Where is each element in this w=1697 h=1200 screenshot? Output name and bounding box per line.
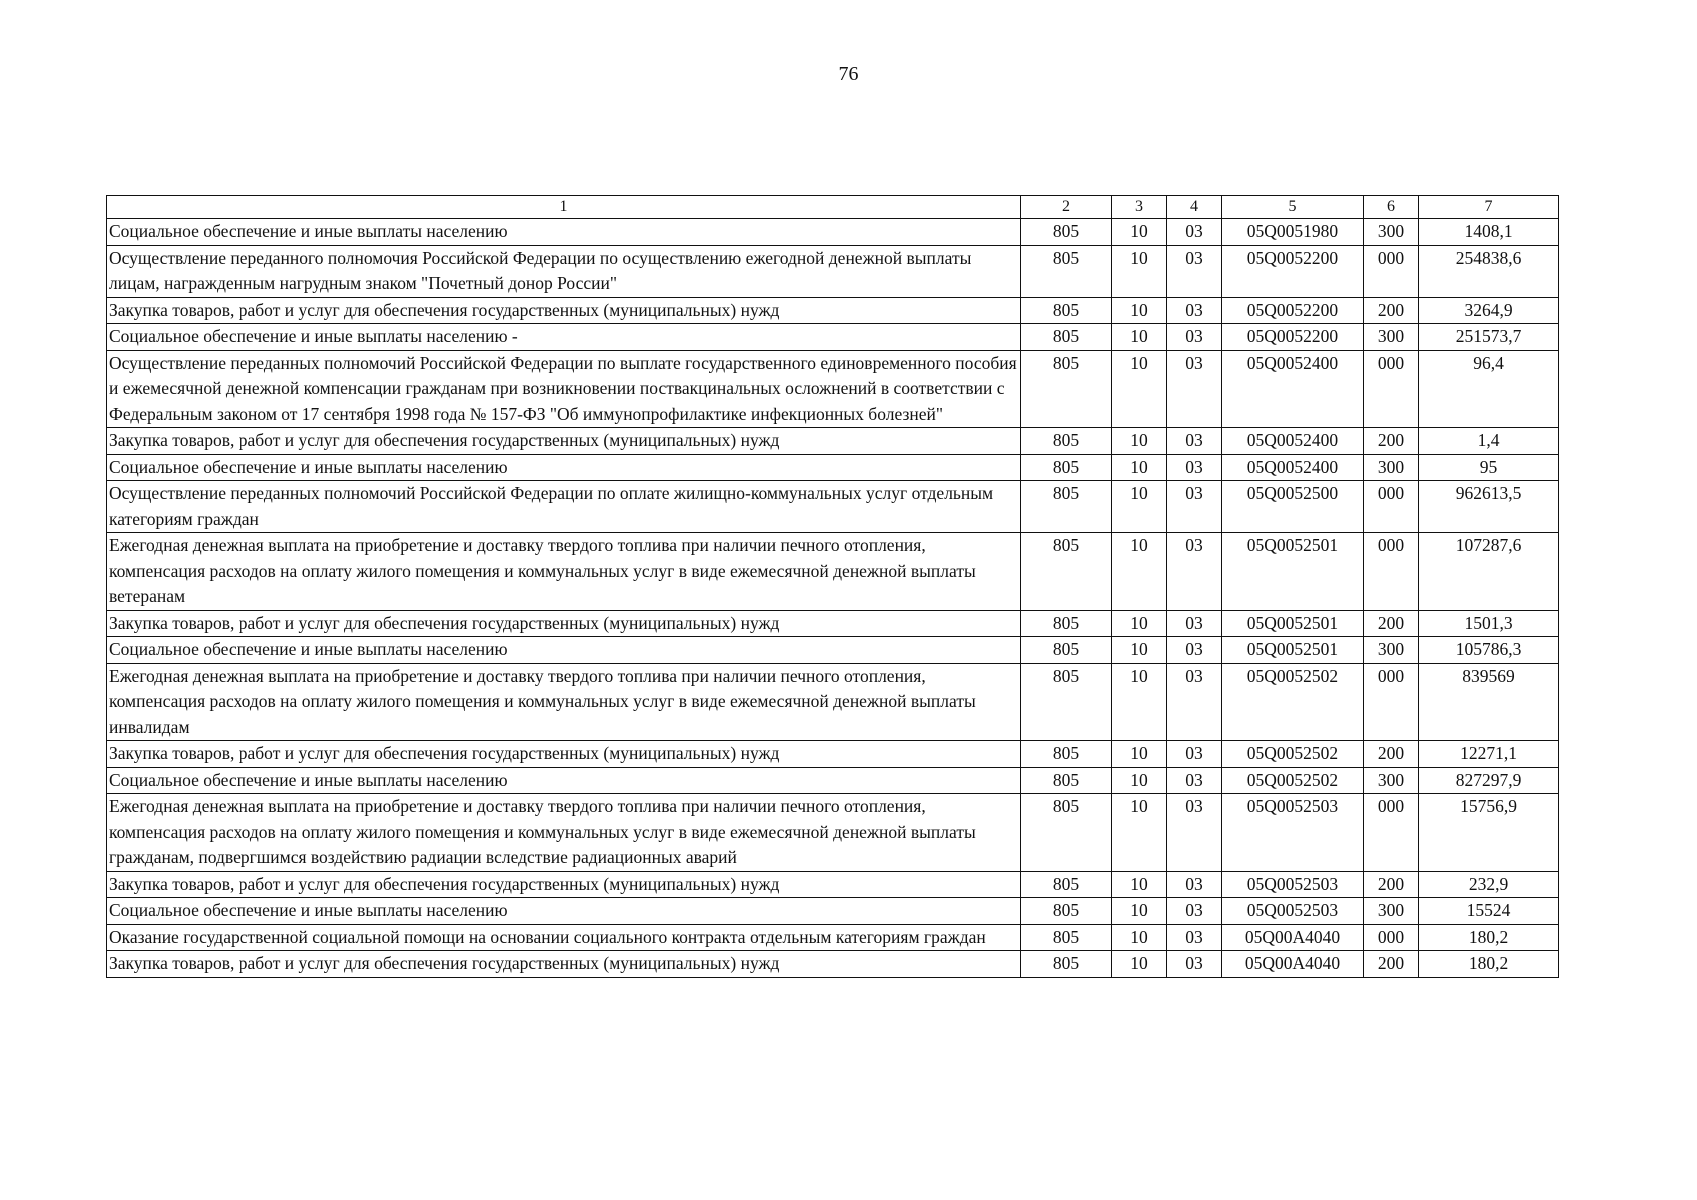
header-cell-5: 5 bbox=[1222, 196, 1364, 219]
table-row bbox=[107, 637, 1559, 664]
cell-amount: 105786,3 bbox=[1419, 637, 1559, 664]
cell-code-2: 805 bbox=[1021, 767, 1112, 794]
cell-code-6: 300 bbox=[1364, 898, 1419, 925]
cell-code-6: 300 bbox=[1364, 767, 1419, 794]
cell-code-2: 805 bbox=[1021, 663, 1112, 741]
table-row bbox=[107, 533, 1559, 611]
cell-code-5: 05Q0052503 bbox=[1222, 794, 1364, 872]
cell-name: Социальное обеспечение и иные выплаты населению bbox=[107, 637, 1021, 664]
cell-name: Оказание государственной социальной помощи на основании социального контракта отдельным категориям граждан bbox=[107, 924, 1021, 951]
cell-code-5: 05Q0052200 bbox=[1222, 324, 1364, 351]
cell-code-2: 805 bbox=[1021, 297, 1112, 324]
cell-code-3: 10 bbox=[1112, 637, 1167, 664]
cell-code-4: 03 bbox=[1167, 350, 1222, 428]
cell-code-6: 200 bbox=[1364, 297, 1419, 324]
cell-code-4: 03 bbox=[1167, 324, 1222, 351]
cell-amount: 180,2 bbox=[1419, 951, 1559, 978]
cell-code-5: 05Q0052501 bbox=[1222, 533, 1364, 611]
cell-code-2: 805 bbox=[1021, 324, 1112, 351]
header-cell-3: 3 bbox=[1112, 196, 1167, 219]
cell-code-5: 05Q0052200 bbox=[1222, 245, 1364, 297]
cell-amount: 827297,9 bbox=[1419, 767, 1559, 794]
cell-amount: 232,9 bbox=[1419, 871, 1559, 898]
cell-code-4: 03 bbox=[1167, 794, 1222, 872]
cell-amount: 251573,7 bbox=[1419, 324, 1559, 351]
cell-code-2: 805 bbox=[1021, 428, 1112, 455]
cell-code-3: 10 bbox=[1112, 297, 1167, 324]
cell-code-2: 805 bbox=[1021, 794, 1112, 872]
table-row bbox=[107, 898, 1559, 925]
cell-name: Социальное обеспечение и иные выплаты населению bbox=[107, 454, 1021, 481]
table-row bbox=[107, 610, 1559, 637]
cell-code-2: 805 bbox=[1021, 871, 1112, 898]
cell-code-5: 05Q0052200 bbox=[1222, 297, 1364, 324]
cell-amount: 107287,6 bbox=[1419, 533, 1559, 611]
cell-code-5: 05Q0052400 bbox=[1222, 428, 1364, 455]
cell-code-2: 805 bbox=[1021, 741, 1112, 768]
cell-code-4: 03 bbox=[1167, 245, 1222, 297]
cell-name: Осуществление переданного полномочия Российской Федерации по осуществлению ежегодной денежной выплаты лицам, награжденным нагрудным знаком "Почетный донор России" bbox=[107, 245, 1021, 297]
cell-name: Социальное обеспечение и иные выплаты населению bbox=[107, 219, 1021, 246]
cell-name: Осуществление переданных полномочий Российской Федерации по выплате государственного единовременного пособия и ежемесячной денежной компенсации гражданам при возникновении поствакцинальных осложнений в соответствии с Федеральным законом от 17 сентября 1998 года № 157-ФЗ "Об иммунопрофилактике инфекционных болезней" bbox=[107, 350, 1021, 428]
cell-code-2: 805 bbox=[1021, 245, 1112, 297]
table-row bbox=[107, 245, 1559, 297]
cell-amount: 839569 bbox=[1419, 663, 1559, 741]
table-row bbox=[107, 767, 1559, 794]
cell-code-4: 03 bbox=[1167, 454, 1222, 481]
cell-code-5: 05Q0052503 bbox=[1222, 898, 1364, 925]
table-row bbox=[107, 741, 1559, 768]
cell-code-6: 000 bbox=[1364, 794, 1419, 872]
cell-code-3: 10 bbox=[1112, 454, 1167, 481]
cell-code-4: 03 bbox=[1167, 637, 1222, 664]
cell-code-6: 200 bbox=[1364, 871, 1419, 898]
cell-code-6: 300 bbox=[1364, 637, 1419, 664]
cell-code-4: 03 bbox=[1167, 533, 1222, 611]
table-row bbox=[107, 297, 1559, 324]
cell-amount: 962613,5 bbox=[1419, 481, 1559, 533]
cell-code-5: 05Q0051980 bbox=[1222, 219, 1364, 246]
cell-amount: 1,4 bbox=[1419, 428, 1559, 455]
cell-code-3: 10 bbox=[1112, 794, 1167, 872]
page-number: 76 bbox=[838, 63, 859, 85]
cell-code-5: 05Q0052503 bbox=[1222, 871, 1364, 898]
header-cell-6: 6 bbox=[1364, 196, 1419, 219]
cell-amount: 3264,9 bbox=[1419, 297, 1559, 324]
cell-amount: 1408,1 bbox=[1419, 219, 1559, 246]
cell-code-2: 805 bbox=[1021, 481, 1112, 533]
table-row bbox=[107, 481, 1559, 533]
cell-code-4: 03 bbox=[1167, 924, 1222, 951]
cell-code-6: 000 bbox=[1364, 663, 1419, 741]
cell-code-6: 000 bbox=[1364, 924, 1419, 951]
header-cell-1: 1 bbox=[107, 196, 1021, 219]
cell-name: Закупка товаров, работ и услуг для обеспечения государственных (муниципальных) нужд bbox=[107, 741, 1021, 768]
cell-code-6: 000 bbox=[1364, 350, 1419, 428]
cell-code-3: 10 bbox=[1112, 481, 1167, 533]
cell-name: Закупка товаров, работ и услуг для обеспечения государственных (муниципальных) нужд bbox=[107, 610, 1021, 637]
cell-code-4: 03 bbox=[1167, 898, 1222, 925]
cell-code-6: 200 bbox=[1364, 428, 1419, 455]
table-row bbox=[107, 663, 1559, 741]
table-row bbox=[107, 324, 1559, 351]
cell-code-4: 03 bbox=[1167, 951, 1222, 978]
cell-code-5: 05Q0052500 bbox=[1222, 481, 1364, 533]
cell-code-3: 10 bbox=[1112, 245, 1167, 297]
cell-code-3: 10 bbox=[1112, 610, 1167, 637]
cell-code-3: 10 bbox=[1112, 898, 1167, 925]
cell-code-5: 05Q00A4040 bbox=[1222, 924, 1364, 951]
cell-code-4: 03 bbox=[1167, 871, 1222, 898]
cell-code-3: 10 bbox=[1112, 871, 1167, 898]
cell-name: Ежегодная денежная выплата на приобретение и доставку твердого топлива при наличии печного отопления, компенсация расходов на оплату жилого помещения и коммунальных услуг в виде ежемесячной денежной выплаты ветеранам bbox=[107, 533, 1021, 611]
cell-code-3: 10 bbox=[1112, 741, 1167, 768]
cell-code-6: 300 bbox=[1364, 219, 1419, 246]
cell-code-2: 805 bbox=[1021, 350, 1112, 428]
budget-table bbox=[106, 195, 1559, 978]
table-row bbox=[107, 350, 1559, 428]
cell-name: Закупка товаров, работ и услуг для обеспечения государственных (муниципальных) нужд bbox=[107, 871, 1021, 898]
cell-code-2: 805 bbox=[1021, 610, 1112, 637]
cell-code-5: 05Q0052501 bbox=[1222, 637, 1364, 664]
cell-amount: 1501,3 bbox=[1419, 610, 1559, 637]
cell-code-2: 805 bbox=[1021, 454, 1112, 481]
cell-code-5: 05Q0052501 bbox=[1222, 610, 1364, 637]
cell-code-2: 805 bbox=[1021, 533, 1112, 611]
cell-code-3: 10 bbox=[1112, 428, 1167, 455]
cell-amount: 95 bbox=[1419, 454, 1559, 481]
table-row bbox=[107, 219, 1559, 246]
cell-amount: 254838,6 bbox=[1419, 245, 1559, 297]
cell-code-4: 03 bbox=[1167, 663, 1222, 741]
cell-amount: 180,2 bbox=[1419, 924, 1559, 951]
cell-code-4: 03 bbox=[1167, 428, 1222, 455]
cell-code-3: 10 bbox=[1112, 324, 1167, 351]
cell-code-5: 05Q0052400 bbox=[1222, 350, 1364, 428]
cell-name: Социальное обеспечение и иные выплаты населению - bbox=[107, 324, 1021, 351]
cell-code-4: 03 bbox=[1167, 741, 1222, 768]
cell-name: Ежегодная денежная выплата на приобретение и доставку твердого топлива при наличии печного отопления, компенсация расходов на оплату жилого помещения и коммунальных услуг в виде ежемесячной денежной выплаты инвалидам bbox=[107, 663, 1021, 741]
cell-name: Осуществление переданных полномочий Российской Федерации по оплате жилищно-коммунальных услуг отдельным категориям граждан bbox=[107, 481, 1021, 533]
cell-code-5: 05Q00A4040 bbox=[1222, 951, 1364, 978]
cell-amount: 15524 bbox=[1419, 898, 1559, 925]
table-header-row bbox=[107, 196, 1559, 219]
cell-code-3: 10 bbox=[1112, 219, 1167, 246]
cell-code-3: 10 bbox=[1112, 533, 1167, 611]
cell-code-2: 805 bbox=[1021, 898, 1112, 925]
cell-name: Социальное обеспечение и иные выплаты населению bbox=[107, 767, 1021, 794]
cell-code-3: 10 bbox=[1112, 350, 1167, 428]
cell-code-6: 300 bbox=[1364, 324, 1419, 351]
header-cell-4: 4 bbox=[1167, 196, 1222, 219]
cell-code-2: 805 bbox=[1021, 951, 1112, 978]
cell-code-6: 200 bbox=[1364, 951, 1419, 978]
cell-code-4: 03 bbox=[1167, 297, 1222, 324]
cell-name: Закупка товаров, работ и услуг для обеспечения государственных (муниципальных) нужд bbox=[107, 951, 1021, 978]
cell-name: Закупка товаров, работ и услуг для обеспечения государственных (муниципальных) нужд bbox=[107, 297, 1021, 324]
cell-amount: 15756,9 bbox=[1419, 794, 1559, 872]
cell-code-4: 03 bbox=[1167, 610, 1222, 637]
cell-code-2: 805 bbox=[1021, 924, 1112, 951]
cell-code-4: 03 bbox=[1167, 481, 1222, 533]
cell-name: Ежегодная денежная выплата на приобретение и доставку твердого топлива при наличии печного отопления, компенсация расходов на оплату жилого помещения и коммунальных услуг в виде ежемесячной денежной выплаты гражданам, подвергшимся воздействию радиации вследствие радиационных аварий bbox=[107, 794, 1021, 872]
cell-code-5: 05Q0052400 bbox=[1222, 454, 1364, 481]
cell-code-6: 300 bbox=[1364, 454, 1419, 481]
cell-code-6: 200 bbox=[1364, 610, 1419, 637]
table-row bbox=[107, 454, 1559, 481]
table-row bbox=[107, 871, 1559, 898]
header-cell-2: 2 bbox=[1021, 196, 1112, 219]
cell-code-5: 05Q0052502 bbox=[1222, 663, 1364, 741]
cell-code-6: 000 bbox=[1364, 245, 1419, 297]
cell-amount: 12271,1 bbox=[1419, 741, 1559, 768]
cell-code-6: 200 bbox=[1364, 741, 1419, 768]
cell-code-2: 805 bbox=[1021, 219, 1112, 246]
cell-amount: 96,4 bbox=[1419, 350, 1559, 428]
cell-code-5: 05Q0052502 bbox=[1222, 767, 1364, 794]
cell-code-5: 05Q0052502 bbox=[1222, 741, 1364, 768]
cell-code-6: 000 bbox=[1364, 533, 1419, 611]
cell-name: Социальное обеспечение и иные выплаты населению bbox=[107, 898, 1021, 925]
header-cell-7: 7 bbox=[1419, 196, 1559, 219]
cell-name: Закупка товаров, работ и услуг для обеспечения государственных (муниципальных) нужд bbox=[107, 428, 1021, 455]
cell-code-2: 805 bbox=[1021, 637, 1112, 664]
cell-code-6: 000 bbox=[1364, 481, 1419, 533]
cell-code-4: 03 bbox=[1167, 767, 1222, 794]
table-row bbox=[107, 794, 1559, 872]
table-row bbox=[107, 924, 1559, 951]
cell-code-3: 10 bbox=[1112, 767, 1167, 794]
cell-code-4: 03 bbox=[1167, 219, 1222, 246]
cell-code-3: 10 bbox=[1112, 663, 1167, 741]
table-row bbox=[107, 428, 1559, 455]
table-row bbox=[107, 951, 1559, 978]
cell-code-3: 10 bbox=[1112, 951, 1167, 978]
cell-code-3: 10 bbox=[1112, 924, 1167, 951]
